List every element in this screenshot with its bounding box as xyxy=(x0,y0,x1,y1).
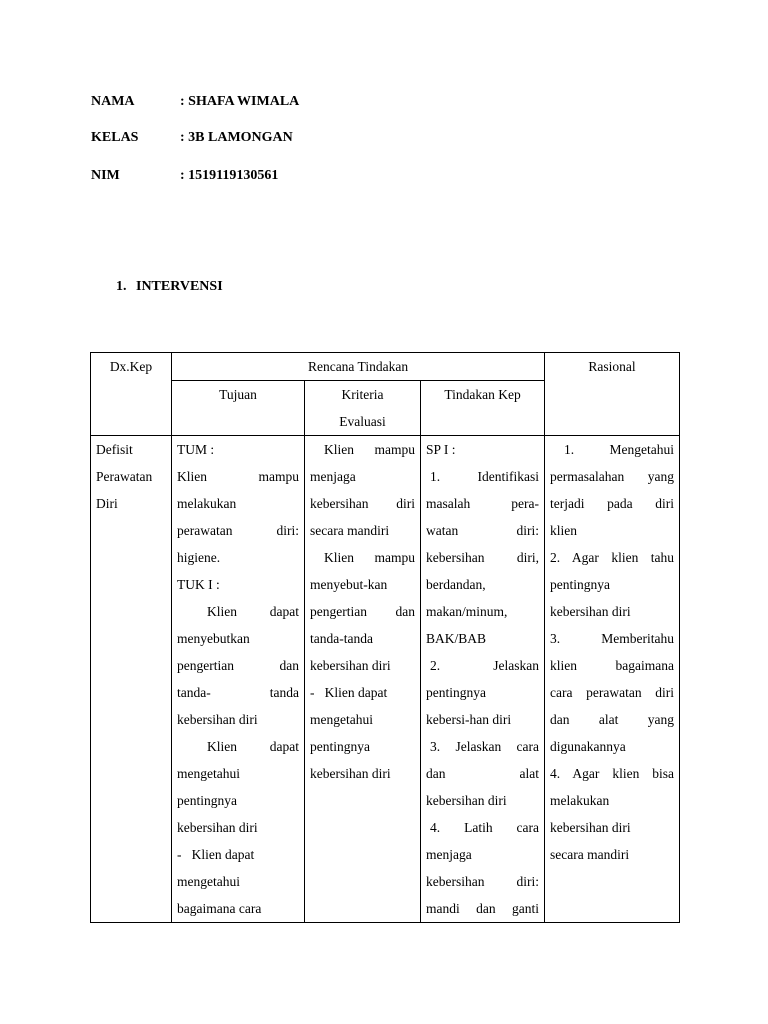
kriteria-line: pengertian dan xyxy=(310,604,415,619)
rasional-line: 2. Agar klien tahu xyxy=(550,550,675,565)
header-tujuan: Tujuan xyxy=(172,381,305,436)
tujuan-line: Klien dapat xyxy=(207,739,299,754)
nim-row xyxy=(91,168,278,184)
header-rasional: Rasional xyxy=(545,353,680,436)
rasional-line: terjadi pada diri xyxy=(550,496,675,511)
tujuan-line: TUK I : xyxy=(177,577,220,592)
header-kriteria-line-1: Kriteria xyxy=(341,387,384,402)
rasional-line: digunakannya xyxy=(550,739,626,754)
rasional-line: secara mandiri xyxy=(550,847,630,862)
kriteria-line: Klien mampu xyxy=(324,442,415,457)
rasional-line: permasalahan yang xyxy=(550,469,675,484)
tujuan-line: - Klien dapat xyxy=(177,847,255,862)
kriteria-line: mengetahui xyxy=(310,712,373,727)
tujuan-line: tanda- tanda xyxy=(177,685,299,700)
kriteria-line: pentingnya xyxy=(310,739,370,754)
tindakan-line: kebersihan diri xyxy=(426,793,507,808)
tindakan-line: watan diri: xyxy=(426,523,540,538)
rasional-line: kebersihan diri xyxy=(550,820,631,835)
dx-line: Diri xyxy=(96,496,118,511)
rasional-line: dan alat yang xyxy=(550,712,675,727)
tujuan-line: kebersihan diri xyxy=(177,712,258,727)
rasional-line: 4. Agar klien bisa xyxy=(550,766,675,781)
kriteria-line: menyebut-kan xyxy=(310,577,388,592)
tujuan-line: melakukan xyxy=(177,496,237,511)
nama-label: NAMA xyxy=(91,94,135,109)
tindakan-line: 1. Identifikasi xyxy=(430,469,540,484)
tindakan-line: 4. Latih cara xyxy=(430,820,540,835)
rasional-line: melakukan xyxy=(550,793,610,808)
tindakan-line: dan alat xyxy=(426,766,540,781)
tujuan-line: mengetahui xyxy=(177,874,240,889)
kelas-row xyxy=(91,130,293,146)
kriteria-line: - Klien dapat xyxy=(310,685,388,700)
rasional-line: 1. Mengetahui xyxy=(564,442,675,457)
cell-tujuan xyxy=(172,436,305,923)
tujuan-line: mengetahui xyxy=(177,766,240,781)
section-number: 1. xyxy=(116,279,127,294)
section-title: INTERVENSI xyxy=(136,279,223,294)
tujuan-line: pengertian dan xyxy=(177,658,299,673)
kriteria-line: tanda-tanda xyxy=(310,631,373,646)
header-kriteria-line-2: Evaluasi xyxy=(339,414,386,429)
table-header-row xyxy=(91,353,680,381)
cell-tindakan-kep xyxy=(421,436,545,923)
cell-dx-kep xyxy=(91,436,172,923)
rasional-line: cara perawatan diri xyxy=(550,685,675,700)
cell-kriteria-evaluasi xyxy=(305,436,421,923)
dx-line: Defisit xyxy=(96,442,133,457)
kelas-value: : 3B LAMONGAN xyxy=(180,130,293,145)
rasional-line: pentingnya xyxy=(550,577,611,592)
tindakan-line: masalah pera- xyxy=(426,496,540,511)
kriteria-line: secara mandiri xyxy=(310,523,390,538)
rasional-line: 3. Memberitahu xyxy=(550,631,675,646)
header-rencana-tindakan: Rencana Tindakan xyxy=(172,353,545,381)
tujuan-line: Klien dapat xyxy=(207,604,299,619)
tindakan-line: 2. Jelaskan xyxy=(430,658,540,673)
nama-value: : SHAFA WIMALA xyxy=(180,94,300,109)
tujuan-line: pentingnya xyxy=(177,793,237,808)
kriteria-line: kebersihan diri xyxy=(310,658,391,673)
tujuan-line: kebersihan diri xyxy=(177,820,258,835)
section-heading xyxy=(116,279,223,295)
tindakan-line: kebersihan diri: xyxy=(426,874,540,889)
tindakan-line: kebersihan diri, xyxy=(426,550,540,565)
tindakan-line: 3. Jelaskan cara xyxy=(430,739,540,754)
header-kriteria-evaluasi xyxy=(305,381,421,436)
tindakan-line: mandi dan ganti xyxy=(426,901,540,916)
nama-row xyxy=(91,94,299,110)
nim-value: : 1519119130561 xyxy=(180,168,279,183)
tindakan-line: berdandan, xyxy=(426,577,486,592)
kriteria-line: menjaga xyxy=(310,469,356,484)
header-tindakan-kep: Tindakan Kep xyxy=(421,381,545,436)
rasional-line: klien xyxy=(550,523,578,538)
tujuan-line: bagaimana cara xyxy=(177,901,262,916)
tindakan-line: kebersi-han diri xyxy=(426,712,512,727)
tindakan-line: SP I : xyxy=(426,442,456,457)
kriteria-line: Klien mampu xyxy=(324,550,415,565)
dx-line: Perawatan xyxy=(96,469,153,484)
tujuan-line: menyebutkan xyxy=(177,631,250,646)
table-row xyxy=(91,436,680,923)
kriteria-line: kebersihan diri xyxy=(310,496,415,511)
tindakan-line: BAK/BAB xyxy=(426,631,487,646)
rasional-line: klien bagaimana xyxy=(550,658,675,673)
tujuan-line: higiene. xyxy=(177,550,221,565)
tindakan-line: makan/minum, xyxy=(426,604,508,619)
nim-label: NIM xyxy=(91,168,120,183)
tujuan-line: TUM : xyxy=(177,442,215,457)
tujuan-line: Klien mampu xyxy=(177,469,299,484)
tujuan-line: perawatan diri: xyxy=(177,523,299,538)
kriteria-line: kebersihan diri xyxy=(310,766,391,781)
header-dxkep: Dx.Kep xyxy=(91,353,172,436)
intervention-table xyxy=(90,352,680,923)
tindakan-line: pentingnya xyxy=(426,685,486,700)
tindakan-line: menjaga xyxy=(426,847,472,862)
rasional-line: kebersihan diri xyxy=(550,604,631,619)
cell-rasional xyxy=(545,436,680,923)
kelas-label: KELAS xyxy=(91,130,139,145)
